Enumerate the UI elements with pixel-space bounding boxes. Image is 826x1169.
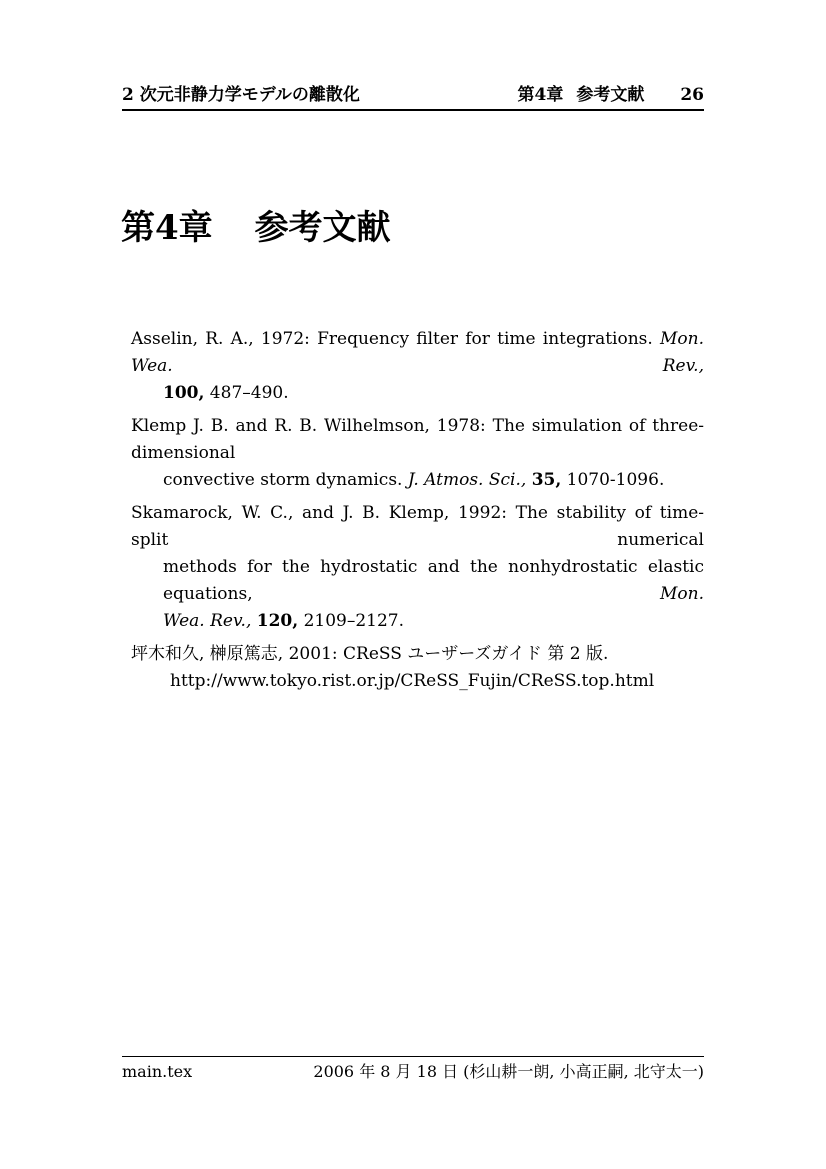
- reference-text: methods for the hydrostatic and the nonhydrostatic elastic equations,: [163, 557, 704, 604]
- reference-line: [131, 380, 704, 407]
- reference-line: [131, 500, 704, 554]
- header-chapter-label: 第4章: [517, 85, 564, 105]
- reference-line: [131, 641, 704, 668]
- header-section-label: 参考文献: [576, 85, 645, 105]
- page-footer: [122, 1062, 704, 1082]
- reference-text: Klemp J. B. and R. B. Wilhelmson, 1978: The simulation of three-dimensional: [131, 416, 704, 463]
- footer-rule: [122, 1056, 704, 1057]
- page-header: [122, 85, 704, 105]
- chapter-number: 第4章: [121, 208, 213, 248]
- footer-date-authors: 2006 年 8 月 18 日 (杉山耕一朗, 小高正嗣, 北守太一): [313, 1062, 704, 1081]
- reference-line: [131, 668, 704, 695]
- volume-number: 35,: [531, 470, 562, 490]
- reference-entry: [131, 500, 704, 635]
- reference-text: 坪木和久, 榊原篤志, 2001: CReSS ユーザーズガイド 第 2 版.: [131, 644, 609, 664]
- reference-list: [131, 326, 704, 701]
- reference-line: [131, 608, 704, 635]
- chapter-title: [121, 204, 391, 252]
- reference-text: 2109–2127.: [298, 611, 405, 631]
- volume-number: 100,: [163, 383, 205, 403]
- header-rule: [122, 109, 704, 111]
- journal-name: Mon.: [660, 584, 704, 604]
- chapter-name: 参考文献: [254, 208, 391, 248]
- reference-line: [131, 554, 704, 608]
- reference-entry: [131, 413, 704, 494]
- header-right-group: [517, 85, 704, 105]
- journal-name: J. Atmos. Sci.,: [407, 470, 527, 490]
- footer-filename: main.tex: [122, 1062, 193, 1081]
- reference-text: 1070-1096.: [561, 470, 665, 490]
- reference-text: Skamarock, W. C., and J. B. Klemp, 1992: The stability of time-split numerical: [131, 503, 704, 550]
- reference-text: convective storm dynamics.: [163, 470, 408, 490]
- journal-name: Wea. Rev.,: [163, 611, 252, 631]
- volume-number: 120,: [256, 611, 299, 631]
- reference-entry: [131, 326, 704, 407]
- reference-line: [131, 326, 704, 380]
- reference-text: 487–490.: [204, 383, 289, 403]
- journal-name: Mon. Wea. Rev.,: [131, 329, 704, 376]
- running-title: 2 次元非静力学モデルの離散化: [122, 85, 360, 105]
- reference-entry: [131, 641, 704, 695]
- reference-url: http://www.tokyo.rist.or.jp/CReSS_Fujin/CReSS.top.html: [170, 671, 655, 691]
- page-number: 26: [680, 85, 704, 105]
- reference-line: [131, 413, 704, 467]
- reference-text: Asselin, R. A., 1972: Frequency filter for time integrations.: [131, 329, 660, 349]
- reference-line: [131, 467, 704, 494]
